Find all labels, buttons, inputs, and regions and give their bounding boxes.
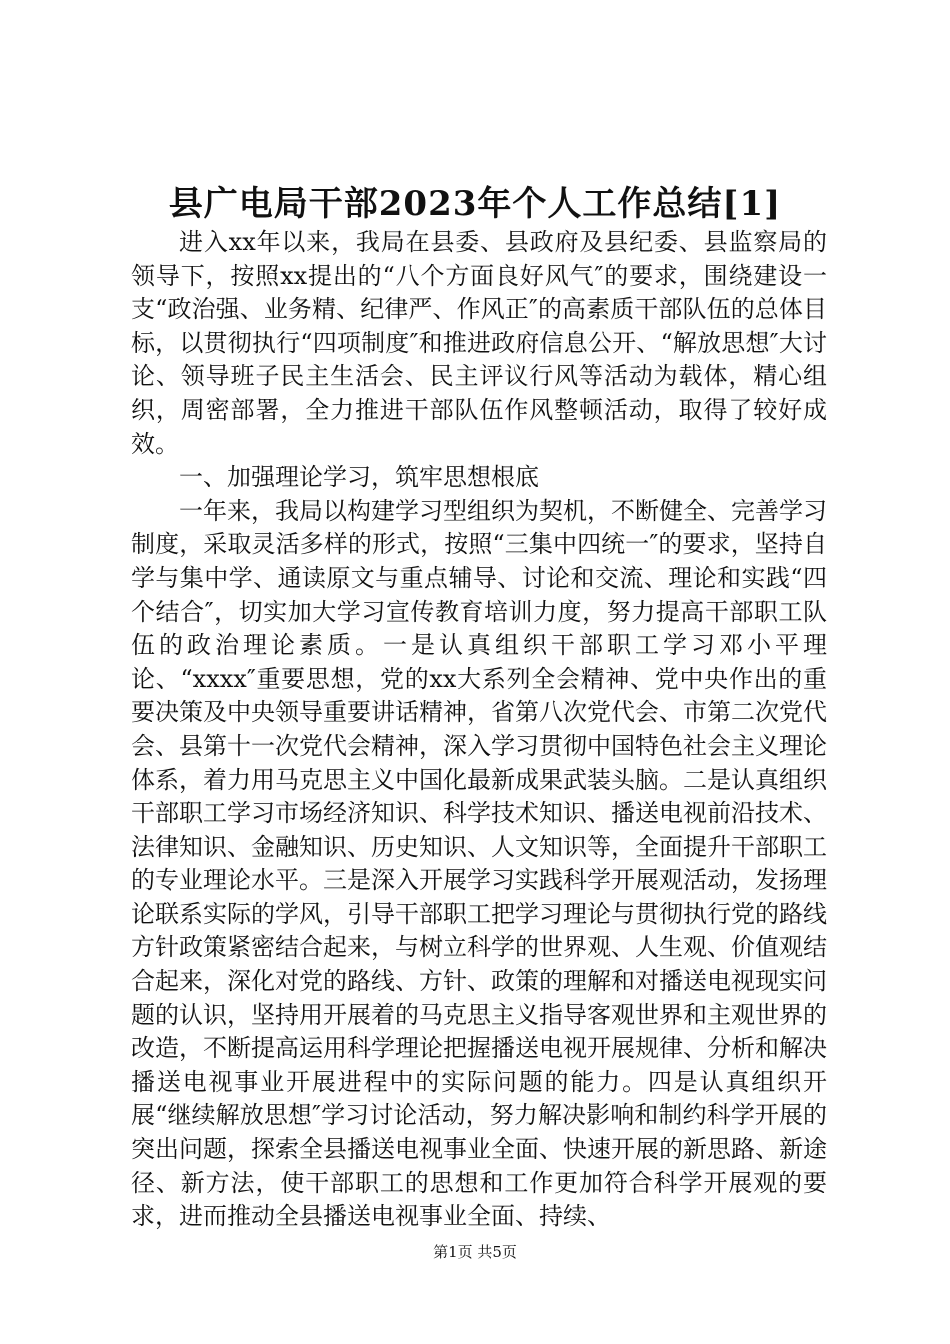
paragraph-section-1: 一年来，我局以构建学习型组织为契机，不断健全、完善学习制度，采取灵活多样的形式，按照“三集中四统一″的要求，坚持自学与集中学、通读原文与重点辅导、讨论和交流、理论和实践“四个结合″，切实加大学习宣传教育培训力度，努力提高干部职工队伍的政治理论素质。一是认真组织干部职工学习邓小平理论、“xxxx″重要思想，党的xx大系列全会精神、党中央作出的重要决策及中央领导重要讲话精神，省第八次党代会、市第二次党代会、县第十一次党代会精神，深入学习贯彻中国特色社会主义理论体系，着力用马克思主义中国化最新成果武装头脑。二是认真组织干部职工学习市场经济知识、科学技术知识、播送电视前沿技术、法律知识、金融知识、历史知识、人文知识等，全面提升干部职工的专业理论水平。三是深入开展学习实践科学开展观活动，发扬理论联系实际的学风，引导干部职工把学习理论与贯彻执行党的路线方针政策紧密结合起来，与树立科学的世界观、人生观、价值观结合起来，深化对党的路线、方针、政策的理解和对播送电视现实问题的认识，坚持用开展着的马克思主义指导客观世界和主观世界的改造，不断提高运用科学理论把握播送电视开展规律、分析和解决播送电视事业开展进程中的实际问题的能力。四是认真组织开展“继续解放思想″学习讨论活动，努力解决影响和制约科学开展的突出问题，探索全县播送电视事业全面、快速开展的新思路、新途径、新方法，使干部职工的思想和工作更加符合科学开展观的要求，进而推动全县播送电视事业全面、持续、 [131, 496, 827, 1231]
page-number-footer: 第1页 共5页 [433, 1243, 517, 1261]
section-heading: 一、加强理论学习，筑牢思想根底 [179, 463, 539, 492]
document-body [131, 226, 827, 1234]
document-title: 县广电局干部2023年个人工作总结[1] [168, 184, 782, 224]
paragraph-intro: 进入xx年以来，我局在县委、县政府及县纪委、县监察局的领导下，按照xx提出的“八个方面良好风气″的要求，围绕建设一支“政治强、业务精、纪律严、作风正″的高素质干部队伍的总体目标，以贯彻执行“四项制度″和推进政府信息公开、“解放思想″大讨论、领导班子民主生活会、民主评议行风等活动为载体，精心组织，周密部署，全力推进干部队伍作风整顿活动，取得了较好成效。 [131, 228, 827, 458]
